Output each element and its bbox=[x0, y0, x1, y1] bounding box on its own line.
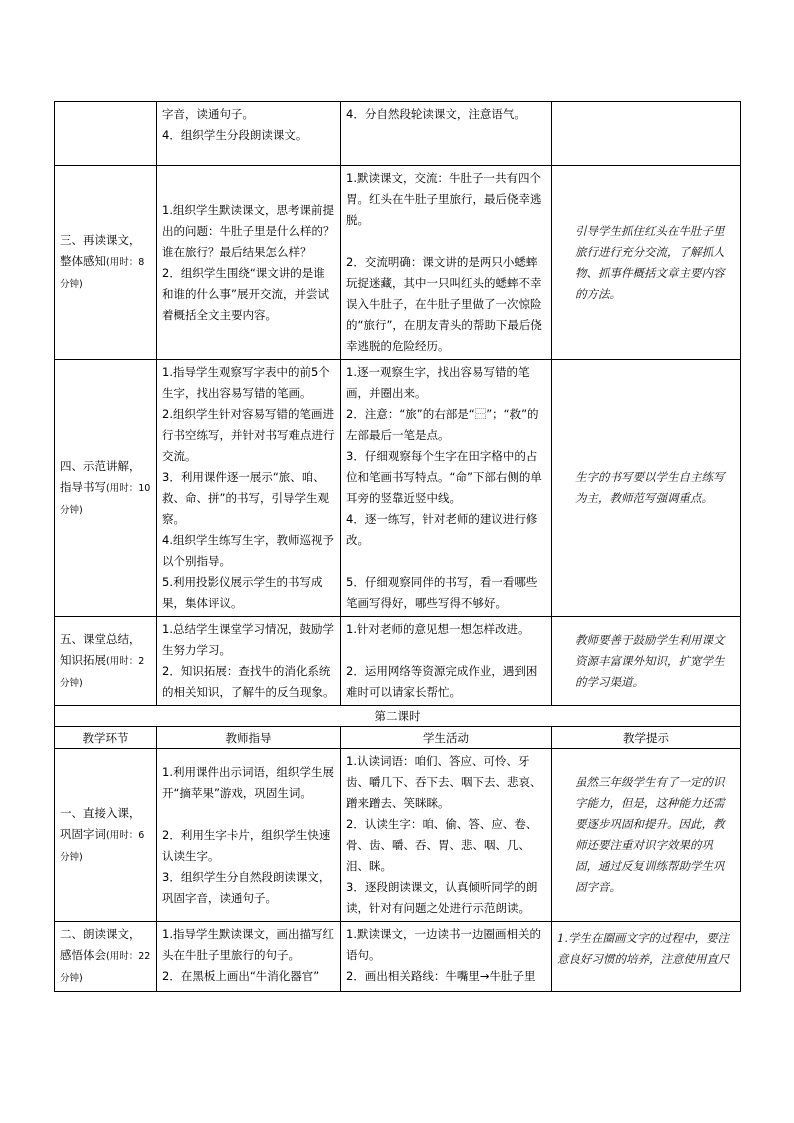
table-row bbox=[55, 706, 741, 727]
column-header: 教学环节 bbox=[55, 727, 157, 749]
hint-cell bbox=[552, 102, 741, 166]
hint-cell: 生字的书写要以学生自主练写为主，教师范写强调重点。 bbox=[552, 360, 741, 617]
teacher-cell: 1.组织学生默读课文，思考课前提出的问题：牛肚子里是什么样的？谁在旅行？最后结果怎么样？ 2．组织学生围绕“课文讲的是谁和谁的什么事”展开交流，并尝试着概括全文主要内容。 bbox=[157, 166, 341, 360]
table-row bbox=[55, 360, 741, 617]
student-cell: 1.默读课文，交流：牛肚子一共有四个胃。红头在牛肚子里旅行，最后侥幸逃脱。 2．交流明确：课文讲的是两只小蟋蟀玩捉迷藏，其中一只叫红头的蟋蟀不幸误入牛肚子，在牛肚子里做了一次惊险的“旅行”，在朋友青头的帮助下最后侥幸逃脱的危险经历。 bbox=[341, 166, 552, 360]
student-cell: 1.认读词语：咱们、答应、可怜、牙齿、嚼几下、吞下去、咽下去、悲哀、蹭来蹭去、笑眯眯。 2．认读生字：咱、偷、答、应、卷、骨、齿、嚼、吞、胃、悲、咽、几、泪、眯。 3．逐段朗读课文，认真倾听同学的朗读，针对有问题之处进行示范朗读。 bbox=[341, 749, 552, 922]
hint-cell: 虽然三年级学生有了一定的识字能力，但是，这种能力还需要逐步巩固和提升。因此，教师还要注重对识字效果的巩固，通过反复训练帮助学生巩固字音。 bbox=[552, 749, 741, 922]
lesson-plan-table bbox=[54, 101, 741, 992]
student-cell: 1.针对老师的意见想一想怎样改进。 2．运用网络等资源完成作业，遇到困难时可以请家长帮忙。 bbox=[341, 617, 552, 706]
hint-cell: 1.学生在圈画文字的过程中，要注意良好习惯的培养，注意使用直尺 bbox=[552, 922, 741, 992]
stage-cell bbox=[55, 102, 157, 166]
column-header: 学生活动 bbox=[341, 727, 552, 749]
section-title: 第二课时 bbox=[55, 706, 741, 727]
stage-cell: 五、课堂总结，知识拓展(用时：2分钟) bbox=[55, 617, 157, 706]
teacher-cell: 字音，读通句子。 4．组织学生分段朗读课文。 bbox=[157, 102, 341, 166]
stage-cell: 三、再读课文，整体感知(用时：8分钟) bbox=[55, 166, 157, 360]
table-row bbox=[55, 166, 741, 360]
column-header: 教学提示 bbox=[552, 727, 741, 749]
student-cell: 1.默读课文，一边读书一边圈画相关的语句。 2．画出相关路线：牛嘴里→牛肚子里 bbox=[341, 922, 552, 992]
table-header-row bbox=[55, 727, 741, 749]
table-row bbox=[55, 749, 741, 922]
stage-cell: 一、直接入课，巩固字词(用时：6分钟) bbox=[55, 749, 157, 922]
teacher-cell: 1.总结学生课堂学习情况，鼓励学生努力学习。 2．知识拓展：查找牛的消化系统的相关知识，了解牛的反刍现象。 bbox=[157, 617, 341, 706]
column-header: 教师指导 bbox=[157, 727, 341, 749]
student-cell: 4．分自然段轮读课文，注意语气。 bbox=[341, 102, 552, 166]
hint-cell: 引导学生抓住红头在牛肚子里旅行进行充分交流，了解抓人物、抓事件概括文章主要内容的方法。 bbox=[552, 166, 741, 360]
stage-cell: 二、朗读课文，感悟体会(用时：22分钟) bbox=[55, 922, 157, 992]
table-row bbox=[55, 922, 741, 992]
teacher-cell: 1.利用课件出示词语，组织学生展开“摘苹果”游戏，巩固生词。 2．利用生字卡片，组织学生快速认读生字。 3．组织学生分自然段朗读课文，巩固字音，读通句子。 bbox=[157, 749, 341, 922]
teacher-cell: 1.指导学生默读课文，画出描写红头在牛肚子里旅行的句子。 2．在黑板上画出“牛消化器官” bbox=[157, 922, 341, 992]
student-cell: 1.逐一观察生字，找出容易写错的笔画，并圈出来。 2．注意：“旅”的右部是“⿱”；“救”的左部最后一笔是点。 3．仔细观察每个生字在田字格中的占位和笔画书写特点。“命”下部右侧的单耳旁的竖靠近竖中线。 4．逐一练写，针对老师的建议进行修改。 5．仔细观察同伴的书写，看一看哪些笔画写得好，哪些写得不够好。 bbox=[341, 360, 552, 617]
teacher-cell: 1.指导学生观察写字表中的前5个生字，找出容易写错的笔画。 2.组织学生针对容易写错的笔画进行书空练写，并针对书写难点进行交流。 3．利用课件逐一展示“旅、咱、救、命、拼”的书写，引导学生观察。 4.组织学生练写生字，教师巡视予以个别指导。 5.利用投影仪展示学生的书写成果，集体评议。 bbox=[157, 360, 341, 617]
table-row bbox=[55, 102, 741, 166]
stage-cell: 四、示范讲解，指导书写(用时：10分钟) bbox=[55, 360, 157, 617]
table-row bbox=[55, 617, 741, 706]
hint-cell: 教师要善于鼓励学生利用课文资源丰富课外知识，扩宽学生的学习渠道。 bbox=[552, 617, 741, 706]
